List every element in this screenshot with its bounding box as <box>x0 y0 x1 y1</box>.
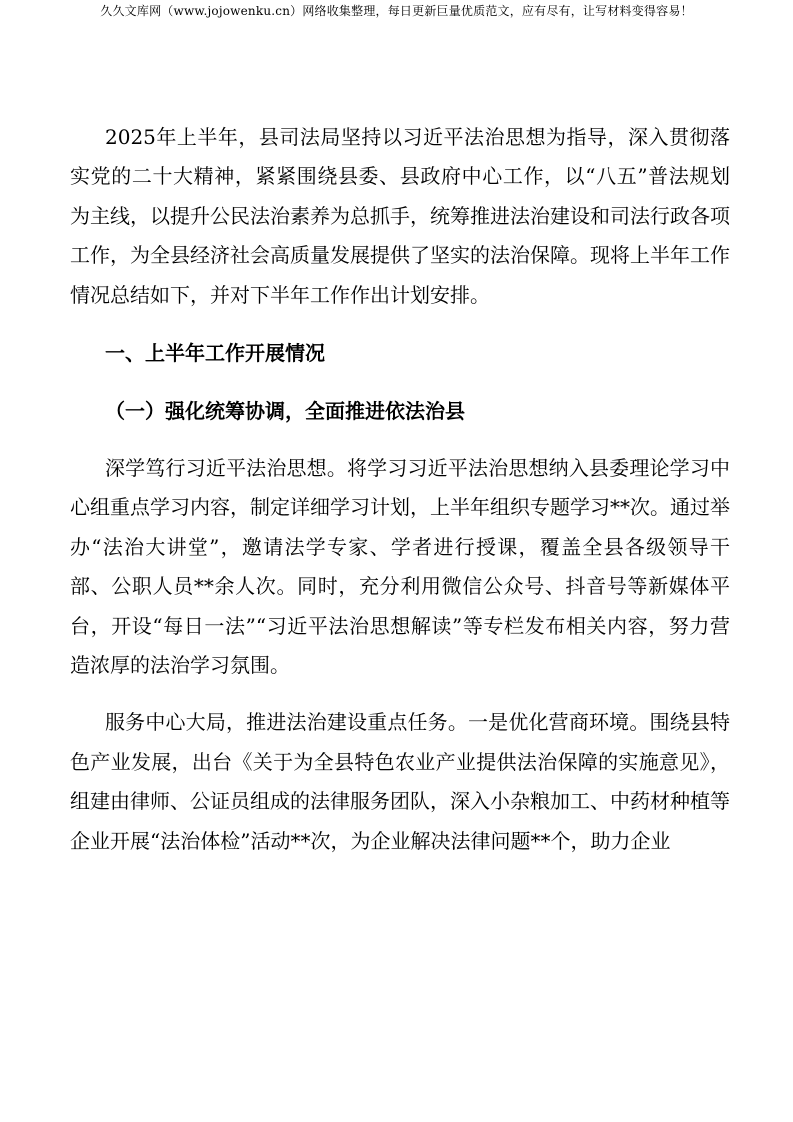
document-body <box>70 118 730 879</box>
intro-paragraph: 2025年上半年，县司法局坚持以习近平法治思想为指导，深入贯彻落实党的二十大精神，紧紧围绕县委、县政府中心工作，以“八五”普法规划为主线，以提升公民法治素养为总抓手，统筹推进法治建设和司法行政各项工作，为全县经济社会高质量发展提供了坚实的法治保障。现将上半年工作情况总结如下，并对下半年工作作出计划安排。 <box>70 125 730 307</box>
section-heading: 一、上半年工作开展情况 <box>105 341 325 366</box>
subsection-heading: （一）强化统筹协调，全面推进依法治县 <box>105 399 465 424</box>
body-paragraph: 深学笃行习近平法治思想。将学习习近平法治思想纳入县委理论学习中心组重点学习内容，制定详细学习计划，上半年组织专题学习**次。通过举办“法治大讲堂”，邀请法学专家、学者进行授课，覆盖全县各级领导干部、公职人员**余人次。同时，充分利用微信公众号、抖音号等新媒体平台，开设“每日一法”“习近平法治思想解读”等专栏发布相关内容，努力营造浓厚的法治学习氛围。 <box>70 456 730 678</box>
body-paragraph: 服务中心大局，推进法治建设重点任务。一是优化营商环境。围绕县特色产业发展，出台《关于为全县特色农业产业提供法治保障的实施意见》，组建由律师、公证员组成的法律服务团队，深入小杂粮加工、中药材种植等企业开展“法治体检”活动**次，为企业解决法律问题**个，助力企业 <box>70 710 730 853</box>
page-header: 久久文库网（www.jojowenku.cn）网络收集整理，每日更新巨量优质范文，应有尽有，让写材料变得容易！ <box>100 4 693 18</box>
